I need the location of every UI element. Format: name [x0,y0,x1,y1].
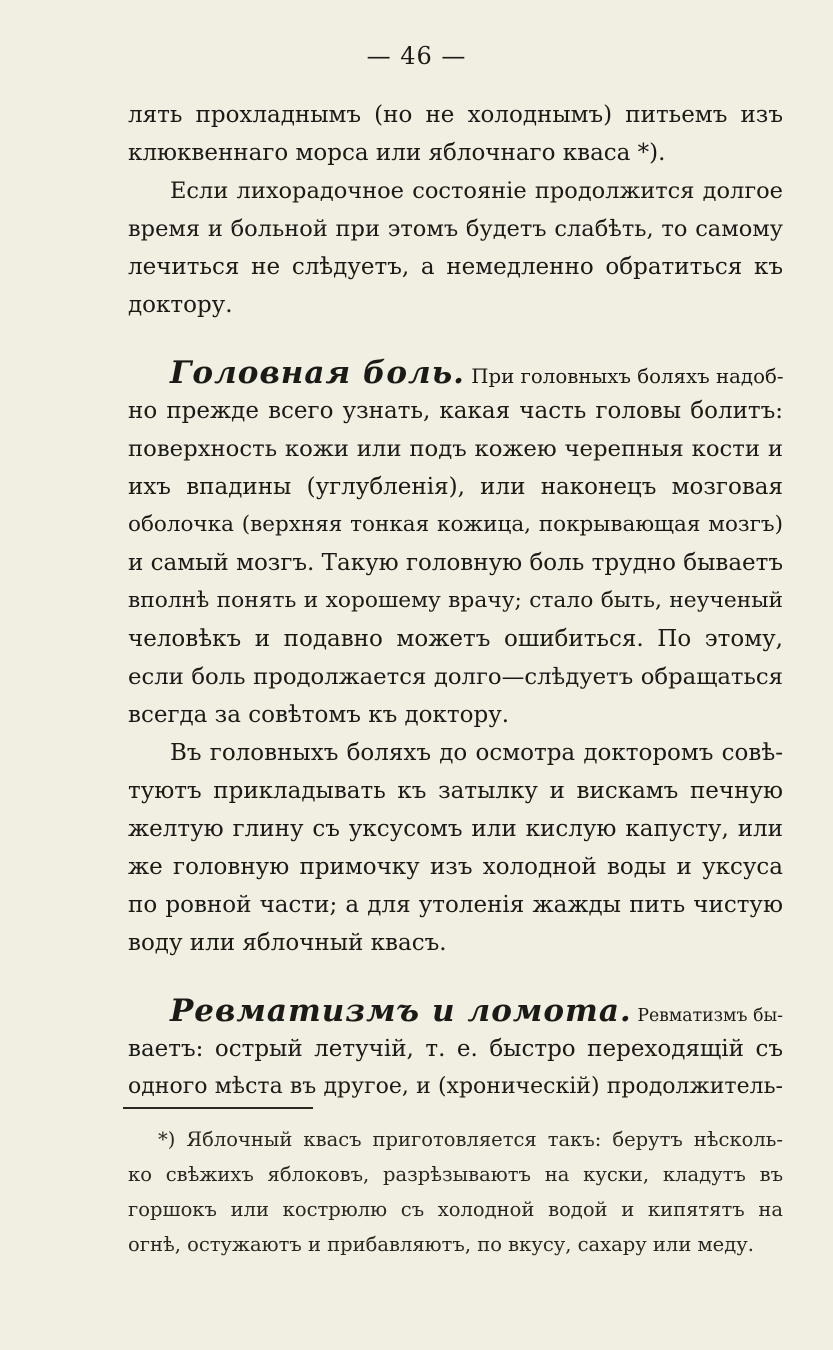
text-line: и самый мозгъ. Такую головную боль трудно бываетъ [128,550,784,576]
footnote-line: горшокъ или кострюлю съ холодной водой и кипятятъ на [128,1198,783,1221]
text-line: туютъ прикладывать къ затылку и вискамъ печную [128,778,783,804]
text-fragment: При головныхъ боляхъ надоб- [471,365,784,388]
text-line: всегда за совѣтомъ къ доктору. [128,702,510,728]
text-line: доктору. [128,292,233,318]
footnote [128,1122,783,1262]
section-headache [128,354,783,734]
main-text [128,96,783,1106]
section-heading-headache: Головная боль. [170,355,465,391]
text-line: Въ головныхъ боляхъ до осмотра докторомъ совѣ- [170,740,783,766]
footnote-line: *) Яблочный квасъ приготовляется такъ: берутъ нѣсколь- [158,1128,783,1151]
footnote-line: огнѣ, остужаютъ и прибавляютъ, по вкусу, сахару или меду. [128,1233,754,1256]
text-line: если боль продолжается долго—слѣдуетъ обращаться [128,664,783,690]
text-line: ихъ впадины (углубленiя), или наконецъ мозговая [128,474,783,500]
text-line: Если лихорадочное состоянiе продолжится долгое [170,178,783,204]
text-line: ваетъ: острый летучiй, т. е. быстро переходящiй съ [128,1036,783,1062]
section-gap [128,962,783,992]
text-line: поверхность кожи или подъ кожею черепныя кости и [128,436,783,462]
text-line: время и больной при этомъ будетъ слабѣть, то самому [128,216,783,242]
section-gap [128,324,783,354]
text-line: по ровной части; а для утоленiя жажды пить чистую [128,892,783,918]
footnote-divider [123,1107,313,1109]
text-line: одного мѣста въ другое, и (хроническiй) продолжитель- [128,1074,783,1099]
paragraph-continued [128,96,783,172]
footnote-line: ко свѣжихъ яблоковъ, разрѣзываютъ на куски, кладутъ въ [128,1163,783,1186]
text-line: оболочка (верхняя тонкая кожица, покрывающая мозгъ) [128,512,783,537]
page-number: — 46 — [366,42,467,70]
text-fragment: Ревматизмъ бы- [637,1006,784,1026]
text-line: клюквеннаго морса или яблочнаго кваса *). [128,140,666,166]
text-line [128,992,783,1030]
text-line: лечиться не слѣдуетъ, а немедленно обратиться къ [128,254,783,280]
section-heading-rheumatism: Ревматизмъ и ломота. [170,993,632,1029]
paragraph-headache-remedies [128,734,783,962]
section-rheumatism [128,992,783,1106]
text-line: желтую глину съ уксусомъ или кислую капусту, или [128,816,783,842]
text-line: человѣкъ и подавно можетъ ошибиться. По этому, [128,626,783,652]
text-line: но прежде всего узнать, какая часть головы болитъ: [128,398,783,424]
text-line [128,354,783,392]
text-line: вполнѣ понять и хорошему врачу; стало быть, неученый [128,588,783,613]
text-line: же головную примочку изъ холодной воды и уксуса [128,854,783,880]
text-line: воду или яблочный квасъ. [128,930,447,956]
paragraph-fever [128,172,783,324]
text-line: лять прохладнымъ (но не холоднымъ) питьемъ изъ [128,102,783,128]
